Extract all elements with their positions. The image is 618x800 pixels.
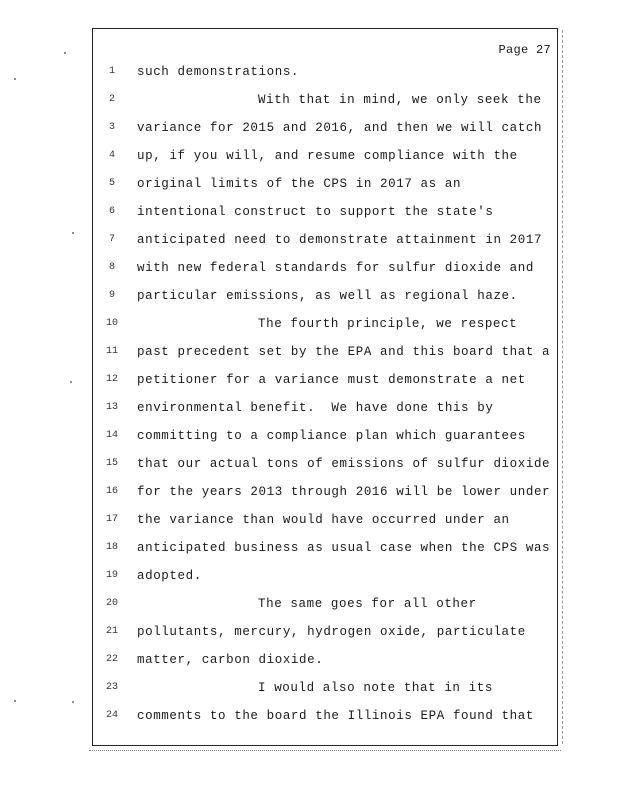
line-number: 21 — [105, 626, 118, 637]
transcript-line — [93, 121, 557, 141]
transcript-line — [93, 261, 557, 281]
line-number: 17 — [105, 514, 118, 525]
line-text: committing to a compliance plan which guarantees — [137, 429, 526, 443]
line-text: intentional construct to support the state's — [137, 205, 494, 219]
transcript-line — [93, 317, 557, 337]
transcript-line — [93, 681, 557, 701]
scan-edge-line — [562, 30, 564, 744]
transcript-page — [92, 28, 558, 746]
line-number: 12 — [105, 374, 118, 385]
transcript-line — [93, 289, 557, 309]
transcript-line — [93, 401, 557, 421]
scan-speck — [70, 381, 72, 383]
transcript-line — [93, 65, 557, 85]
line-number: 6 — [108, 206, 115, 217]
line-text: the variance than would have occurred under an — [137, 513, 510, 527]
scan-speck — [72, 232, 74, 234]
transcript-line — [93, 653, 557, 673]
line-text: original limits of the CPS in 2017 as an — [137, 177, 462, 191]
line-text: past precedent set by the EPA and this board that a — [137, 345, 551, 359]
line-number: 14 — [105, 430, 118, 441]
line-text: environmental benefit. We have done this by — [137, 401, 494, 415]
transcript-line — [93, 149, 557, 169]
transcript-line — [93, 233, 557, 253]
line-text: With that in mind, we only seek the — [258, 93, 542, 107]
line-number: 7 — [108, 234, 115, 245]
line-number: 2 — [108, 94, 115, 105]
line-text: petitioner for a variance must demonstrate a net — [137, 373, 526, 387]
page-number: Page 27 — [498, 43, 551, 57]
transcript-line — [93, 569, 557, 589]
line-text: anticipated need to demonstrate attainment in 2017 — [137, 233, 543, 247]
transcript-line — [93, 205, 557, 225]
line-number: 3 — [108, 122, 115, 133]
line-number: 23 — [105, 682, 118, 693]
line-number: 24 — [105, 710, 118, 721]
transcript-line — [93, 457, 557, 477]
transcript-line — [93, 597, 557, 617]
line-number: 1 — [108, 66, 115, 77]
transcript-line — [93, 177, 557, 197]
line-text: particular emissions, as well as regional haze. — [137, 289, 518, 303]
scan-speck — [64, 52, 66, 54]
transcript-line — [93, 429, 557, 449]
line-text: adopted. — [137, 569, 202, 583]
line-text: The fourth principle, we respect — [258, 317, 518, 331]
line-number: 11 — [105, 346, 118, 357]
transcript-line — [93, 513, 557, 533]
line-number: 19 — [105, 570, 118, 581]
line-number: 10 — [105, 318, 118, 329]
line-text: matter, carbon dioxide. — [137, 653, 324, 667]
line-text: variance for 2015 and 2016, and then we will catch — [137, 121, 543, 135]
transcript-line — [93, 541, 557, 561]
line-number: 15 — [105, 458, 118, 469]
transcript-line — [93, 93, 557, 113]
line-text: comments to the board the Illinois EPA found that — [137, 709, 534, 723]
line-number: 13 — [105, 402, 118, 413]
line-number: 9 — [108, 290, 115, 301]
line-number: 16 — [105, 486, 118, 497]
line-number: 18 — [105, 542, 118, 553]
line-text: I would also note that in its — [258, 681, 493, 695]
line-text: that our actual tons of emissions of sulfur dioxide — [137, 457, 551, 471]
transcript-line — [93, 345, 557, 365]
line-number: 8 — [108, 262, 115, 273]
line-number: 22 — [105, 654, 118, 665]
line-text: with new federal standards for sulfur dioxide and — [137, 261, 534, 275]
line-text: pollutants, mercury, hydrogen oxide, particulate — [137, 625, 526, 639]
line-text: anticipated business as usual case when the CPS was — [137, 541, 551, 555]
transcript-line — [93, 709, 557, 729]
line-text: for the years 2013 through 2016 will be lower under — [137, 485, 551, 499]
line-number: 20 — [105, 598, 118, 609]
transcript-line — [93, 485, 557, 505]
line-number: 4 — [108, 150, 115, 161]
transcript-line — [93, 373, 557, 393]
line-text: such demonstrations. — [137, 65, 300, 79]
transcript-line — [93, 625, 557, 645]
scan-speck — [14, 78, 16, 80]
scan-speck — [14, 700, 16, 702]
line-number: 5 — [108, 178, 115, 189]
line-text: up, if you will, and resume compliance with the — [137, 149, 518, 163]
line-text: The same goes for all other — [258, 597, 477, 611]
scan-speck — [72, 701, 74, 703]
